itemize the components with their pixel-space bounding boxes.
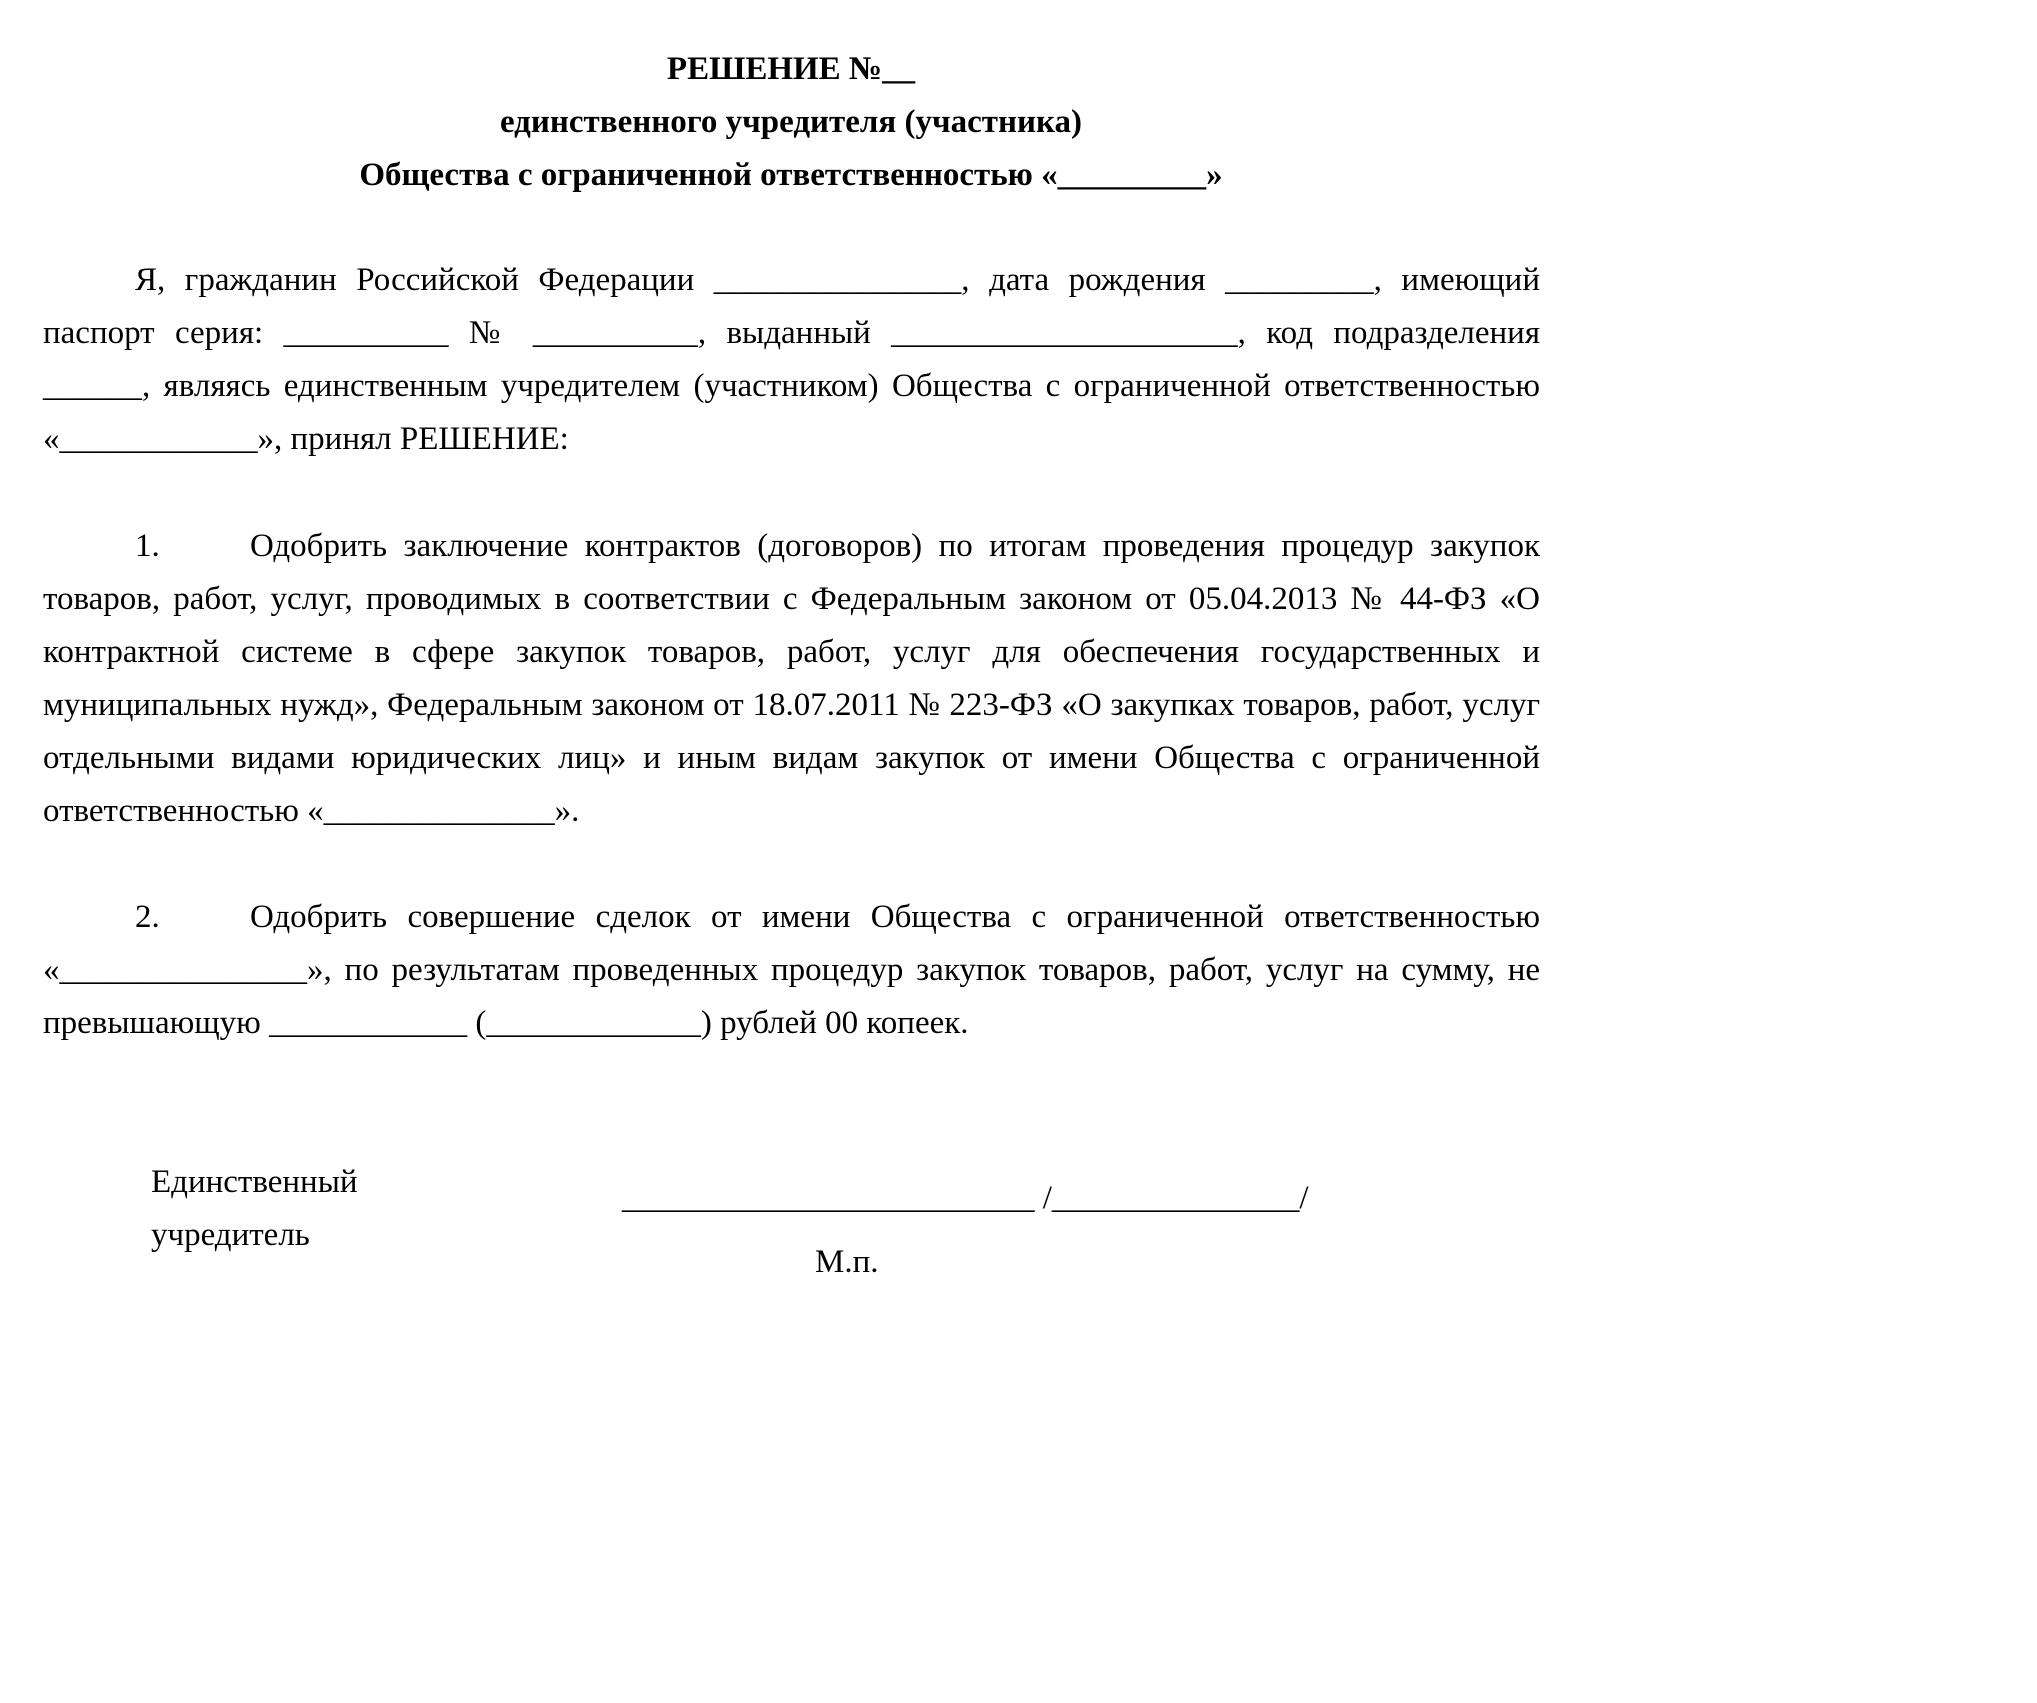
signatory-label-line-2: учредитель: [151, 1217, 310, 1253]
seal-mark: М.п.: [815, 1244, 879, 1280]
document-subtitle-company: Общества с ограниченной ответственностью «_________»: [359, 157, 1223, 193]
document-title: РЕШЕНИЕ №__: [666, 51, 916, 87]
decision-item-1-text: Одобрить заключение контрактов (договоров) по итогам проведения процедур закупок товаров, работ, услуг, проводимых в соответствии с Федеральным законом от 05.04.2013 № 44-ФЗ «О контрактной системе в сфере закупок товаров, работ, услуг для обеспечения государственных и муниципальных нужд», Федеральным законом от 18.07.2011 № 223-ФЗ «О закупках товаров, работ, услуг отдельными видами юридических лиц» и иным видам закупок от имени Общества с ограниченной ответственностью «______________».: [43, 528, 1540, 829]
decision-item-1-number: 1.: [135, 528, 160, 564]
decision-item-1: [43, 520, 1540, 838]
decision-item-2-number: 2.: [135, 899, 160, 935]
document-subtitle-founder: единственного учредителя (участника): [499, 104, 1083, 140]
intro-paragraph: Я, гражданин Российской Федерации _______________, дата рождения _________, имеющий паспорт серия: __________ № __________, выданный _____________________, код подразделения ______, являясь единственным учредителем (участником) Общества с ограниченной ответственностью «____________», принял РЕШЕНИЕ:: [43, 262, 1540, 457]
signatory-label: [151, 1156, 358, 1262]
decision-item-2-text: Одобрить совершение сделок от имени Общества с ограниченной ответственностью «_______________», по результатам проведенных процедур закупок товаров, работ, услуг на сумму, не превышающую ____________ (_____________) рублей 00 копеек.: [43, 899, 1540, 1041]
decision-item-2: [43, 891, 1540, 1050]
signatory-label-line-1: Единственный: [151, 1164, 358, 1200]
signature-line: _________________________ /_______________/: [622, 1180, 1309, 1216]
